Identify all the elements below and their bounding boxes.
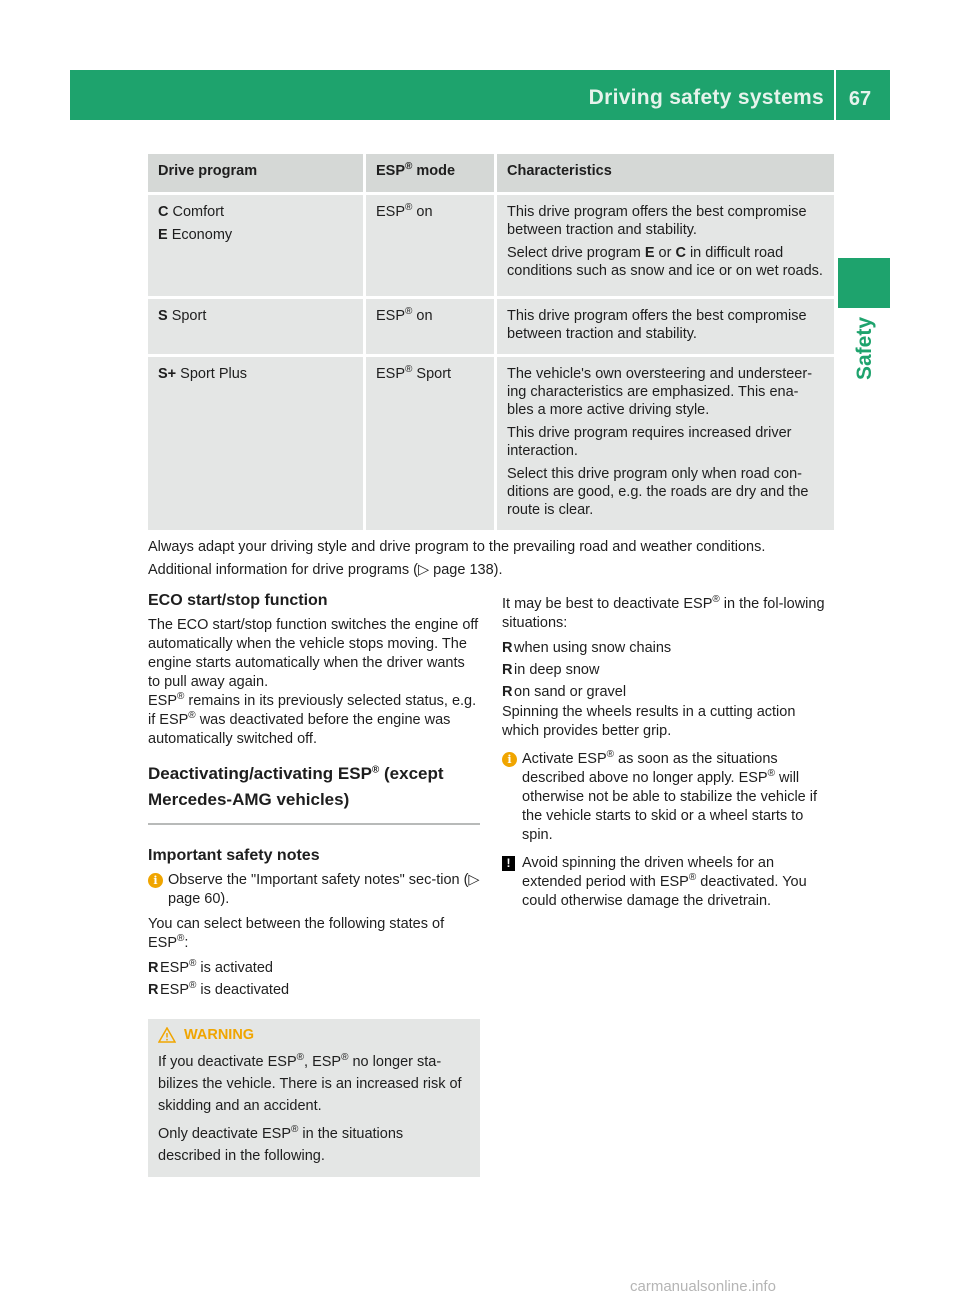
esp-mode-cell: ESP® on bbox=[365, 194, 496, 298]
program-cell: C Comfort E Economy bbox=[148, 194, 365, 298]
header-characteristics: Characteristics bbox=[496, 154, 835, 194]
caution-note-text: Avoid spinning the driven wheels for an extended period with ESP® deactivated. You could otherwise damage the drivetrain. bbox=[522, 855, 807, 909]
page-number: 67 bbox=[848, 88, 872, 110]
info-note-text: Observe the "Important safety notes" sec-tion (▷ page 60). bbox=[168, 872, 480, 907]
table-row bbox=[148, 356, 834, 531]
characteristics-cell: The vehicle's own oversteering and understeer-ing characteristics are emphasized. This ena-bles a more active driving style. This drive program requires increased driver interaction. Select this drive program only when road con-ditions are good, e.g. the roads are dry and the route is clear. bbox=[496, 356, 835, 531]
warning-header: WARNING bbox=[158, 1027, 470, 1043]
warning-box bbox=[148, 1019, 480, 1177]
exclamation-icon: ! bbox=[502, 856, 515, 871]
info-note-text: Activate ESP® as soon as the situations described above no longer apply. ESP® will otherwise not be able to stabilize the vehicle if the vehicle starts to skid or a wheel starts to spin. bbox=[522, 749, 818, 843]
eco-text: The ECO start/stop function switches the engine off automatically when the vehicle stops moving. The engine starts automatically when the driver wants to pull away again. bbox=[148, 617, 479, 690]
bullet-icon: R bbox=[502, 640, 513, 656]
eco-heading: ECO start/stop function bbox=[148, 592, 328, 609]
info-icon: i bbox=[502, 752, 517, 767]
watermark: carmanualsonline.info bbox=[630, 1278, 776, 1295]
warning-text-2: Only deactivate ESP® in the situations described in the following. bbox=[158, 1124, 404, 1164]
warning-text-1: If you deactivate ESP®, ESP® no longer sta-bilizes the vehicle. There is an increased risk of skidding and an accident. bbox=[158, 1052, 462, 1114]
bullet-icon: R bbox=[502, 684, 513, 700]
section-heading: Deactivating/activating ESP® (except Mercedes-AMG vehicles) bbox=[148, 761, 480, 825]
esp-mode-cell: ESP® on bbox=[365, 298, 496, 356]
drive-program-table bbox=[148, 154, 834, 530]
intro-line-2: Additional information for drive programs (▷ page 138). bbox=[148, 562, 503, 578]
esp-mode-cell: ESP® Sport bbox=[365, 356, 496, 531]
deactivate-intro: It may be best to deactivate ESP® in the fol-lowing situations: bbox=[502, 594, 825, 631]
characteristics-cell: This drive program offers the best compromise between traction and stability. bbox=[496, 298, 835, 356]
intro-line-1: Always adapt your driving style and drive program to the prevailing road and weather conditions. bbox=[148, 539, 766, 555]
header-divider bbox=[834, 70, 836, 120]
table-header-row bbox=[148, 154, 834, 194]
list-item: R ESP® is activated bbox=[148, 957, 480, 979]
header-esp-mode: ESP® mode bbox=[365, 154, 496, 194]
states-text: You can select between the following states of ESP®: bbox=[148, 916, 445, 951]
side-marker bbox=[838, 258, 890, 308]
caution-note bbox=[502, 854, 836, 911]
info-icon: i bbox=[148, 873, 163, 888]
characteristics-cell: This drive program offers the best compromise between traction and stability. Select drive program E or C in difficult road conditions such as snow and ice or on wet roads. bbox=[496, 194, 835, 298]
header-drive-program: Drive program bbox=[148, 154, 365, 194]
side-tab-label: Safety bbox=[853, 316, 876, 380]
list-item: R in deep snow bbox=[502, 659, 836, 681]
eco-text-esp: ESP® remains in its previously selected status, e.g. if ESP® was deactivated before the engine was automatically switched off. bbox=[148, 691, 477, 747]
safety-heading: Important safety notes bbox=[148, 847, 320, 864]
list-item: R ESP® is deactivated bbox=[148, 979, 480, 1001]
bullet-icon: R bbox=[502, 662, 513, 678]
list-item: R when using snow chains bbox=[502, 637, 836, 659]
table-row bbox=[148, 298, 834, 356]
left-column bbox=[148, 592, 480, 1177]
table-row bbox=[148, 194, 834, 298]
list-item: R on sand or gravel bbox=[502, 681, 836, 703]
info-note bbox=[148, 871, 480, 909]
right-column bbox=[502, 595, 836, 917]
bullet-icon: R bbox=[148, 982, 159, 998]
page-title: Driving safety systems bbox=[588, 86, 824, 109]
bullet-icon: R bbox=[148, 960, 159, 976]
program-cell: S Sport bbox=[148, 298, 365, 356]
program-cell: S+ Sport Plus bbox=[148, 356, 365, 531]
spin-text: Spinning the wheels results in a cutting action which provides better grip. bbox=[502, 704, 796, 739]
warning-icon bbox=[158, 1027, 176, 1043]
info-note bbox=[502, 750, 836, 845]
